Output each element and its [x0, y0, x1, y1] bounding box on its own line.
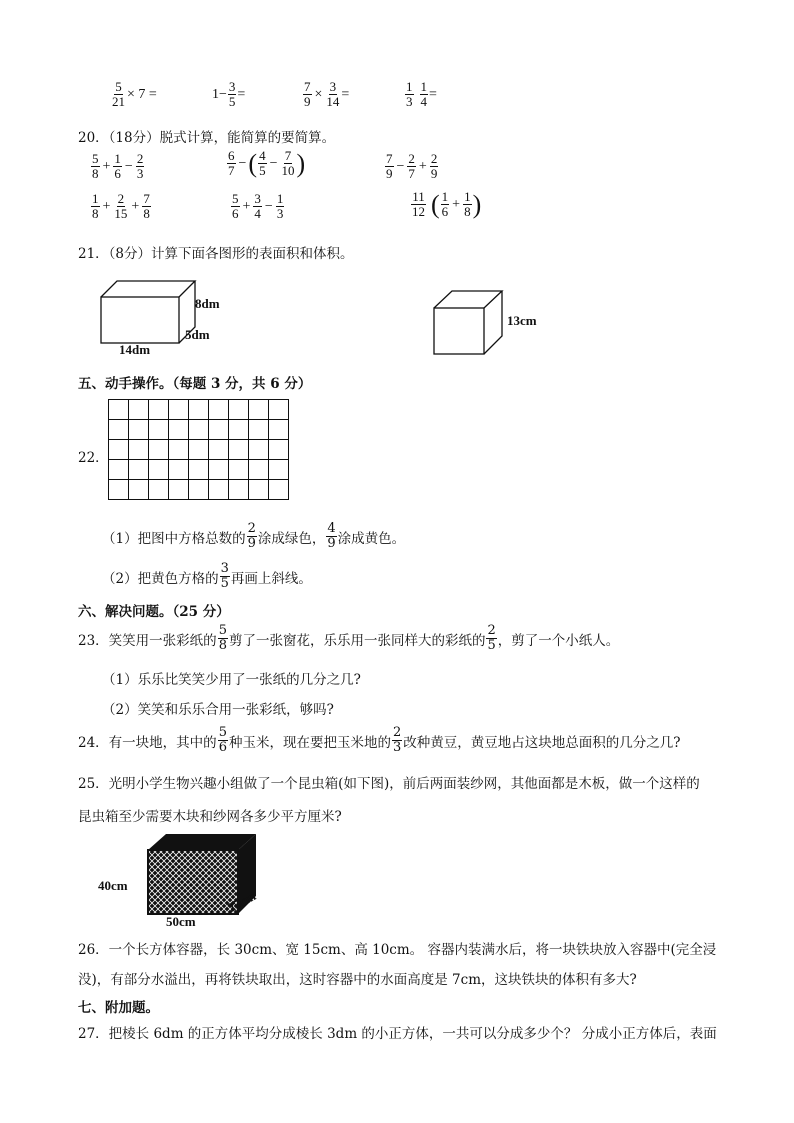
grid-cell[interactable] [149, 440, 169, 460]
grid-cell[interactable] [229, 400, 249, 420]
grid-cell[interactable] [269, 400, 289, 420]
section-6-title: 六、解决问题。（25 分） [78, 604, 230, 620]
grid-cell[interactable] [129, 440, 149, 460]
grid-row [109, 480, 289, 500]
q22-label: 22． [78, 450, 109, 466]
grid-cell[interactable] [149, 400, 169, 420]
grid-cell[interactable] [129, 420, 149, 440]
q23-stem: 23．笑笑用一张彩纸的 $\frac{5}{8}$ 剪了一张窗花，乐乐用一张同样大的彩纸的 $\frac{2}{5}$ ，剪了一个小纸人。 [78, 623, 620, 653]
q20-expr-e: $\frac{5}{6}$ + $\frac{3}{4}$ − $\frac{1}{3}$ [232, 191, 284, 221]
grid-cell[interactable] [109, 460, 129, 480]
q27-line-1: 27．把棱长 6dm 的正方体平均分成棱长 3dm 的小正方体，一共可以分成多少个？ 分成小正方体后，表面 [78, 1026, 717, 1042]
q22-part-1: （1）把图中方格总数的 $\frac{2}{9}$ 涂成绿色， $\frac{4}{9}$ 涂成黄色。 [102, 521, 406, 551]
q20-expr-f: $\frac{11}{12}$ ( $\frac{1}{6}$ + $\frac{1}{8}$ ) [412, 189, 482, 219]
box-width-label: 25cm [225, 888, 259, 916]
grid-cell[interactable] [209, 460, 229, 480]
q22-grid [108, 399, 289, 500]
q20-expr-c: $\frac{7}{9}$ − $\frac{2}{7}$ + $\frac{2}{9}$ [386, 151, 438, 181]
grid-cell[interactable] [109, 400, 129, 420]
q20-expr-b: $\frac{6}{7}$ − ( $\frac{4}{5}$ − $\frac{7}{10}$ ) [228, 148, 306, 178]
grid-cell[interactable] [129, 400, 149, 420]
grid-cell[interactable] [209, 400, 229, 420]
section-7-title: 七、附加题。 [78, 1000, 159, 1016]
calc-4: $\frac{1}{3}$ $\frac{1}{4}$ = [406, 79, 437, 109]
grid-cell[interactable] [169, 460, 189, 480]
grid-cell[interactable] [269, 460, 289, 480]
q23-sub-2: （2）笑笑和乐乐合用一张彩纸，够吗? [102, 702, 334, 718]
cuboid-height-label: 8dm [195, 296, 220, 311]
grid-cell[interactable] [189, 480, 209, 500]
cube-figure [430, 288, 510, 358]
grid-cell[interactable] [229, 480, 249, 500]
q20-title: 20．（18分）脱式计算，能简算的要简算。 [78, 130, 336, 146]
calc-3: $\frac{7}{9}$ × $\frac{3}{14}$ = [304, 79, 350, 109]
grid-cell[interactable] [229, 460, 249, 480]
grid-cell[interactable] [269, 480, 289, 500]
grid-row [109, 460, 289, 480]
grid-cell[interactable] [189, 440, 209, 460]
q23-sub-1: （1）乐乐比笑笑少用了一张纸的几分之几? [102, 672, 361, 688]
q24-stem: 24．有一块地，其中的 $\frac{5}{6}$ 种玉米，现在要把玉米地的 $\frac{2}{3}$ 改种黄豆，黄豆地占这块地总面积的几分之几? [78, 725, 681, 755]
cuboid-figure [95, 275, 235, 355]
grid-cell[interactable] [229, 440, 249, 460]
cube-edge-label: 13cm [507, 313, 537, 328]
box-height-label: 40cm [98, 878, 128, 893]
q26-line-2: 没)，有部分水溢出，再将铁块取出，这时容器中的水面高度是 7cm，这块铁块的体积有多大? [78, 972, 637, 988]
grid-cell[interactable] [209, 480, 229, 500]
q26-line-1: 26．一个长方体容器，长 30cm、宽 15cm、高 10cm。 容器内装满水后，将一块铁块放入容器中(完全浸 [78, 942, 717, 958]
q25-line-1: 25．光明小学生物兴趣小组做了一个昆虫箱(如下图)，前后两面装纱网，其他面都是木板，做一个这样的 [78, 776, 700, 792]
grid-cell[interactable] [149, 460, 169, 480]
q20-expr-d: $\frac{1}{8}$ + $\frac{2}{15}$ + $\frac{7}{8}$ [92, 191, 150, 221]
grid-cell[interactable] [109, 480, 129, 500]
grid-cell[interactable] [189, 460, 209, 480]
grid-cell[interactable] [109, 420, 129, 440]
grid-cell[interactable] [189, 400, 209, 420]
grid-cell[interactable] [249, 400, 269, 420]
grid-cell[interactable] [169, 480, 189, 500]
calc-2: 1− $\frac{3}{5}$ = [212, 79, 246, 109]
section-5-title: 五、动手操作。（每题 3 分，共 6 分） [78, 376, 312, 392]
grid-cell[interactable] [249, 460, 269, 480]
box-length-label: 50cm [166, 914, 196, 929]
grid-cell[interactable] [169, 420, 189, 440]
grid-cell[interactable] [129, 480, 149, 500]
cuboid-length-label: 14dm [119, 342, 151, 357]
grid-row [109, 420, 289, 440]
q21-title: 21．（8分）计算下面各图形的表面积和体积。 [78, 246, 354, 262]
grid-cell[interactable] [169, 440, 189, 460]
grid-cell[interactable] [149, 420, 169, 440]
q20-expr-a: $\frac{5}{8}$ + $\frac{1}{6}$ − $\frac{2}{3}$ [92, 151, 144, 181]
grid-cell[interactable] [189, 420, 209, 440]
grid-row [109, 440, 289, 460]
grid-cell[interactable] [209, 420, 229, 440]
grid-row [109, 400, 289, 420]
grid-cell[interactable] [109, 440, 129, 460]
q22-part-2: （2）把黄色方格的 $\frac{3}{5}$ 再画上斜线。 [102, 561, 312, 591]
grid-cell[interactable] [249, 440, 269, 460]
grid-cell[interactable] [229, 420, 249, 440]
cuboid-width-label: 5dm [185, 327, 210, 342]
grid-cell[interactable] [209, 440, 229, 460]
q25-line-2: 昆虫箱至少需要木块和纱网各多少平方厘米? [78, 809, 342, 825]
grid-cell[interactable] [149, 480, 169, 500]
grid-cell[interactable] [169, 400, 189, 420]
grid-cell[interactable] [269, 440, 289, 460]
grid-cell[interactable] [269, 420, 289, 440]
grid-cell[interactable] [249, 480, 269, 500]
grid-cell[interactable] [249, 420, 269, 440]
calc-1: $\frac{5}{21}$ × 7 = [112, 79, 157, 109]
grid-cell[interactable] [129, 460, 149, 480]
